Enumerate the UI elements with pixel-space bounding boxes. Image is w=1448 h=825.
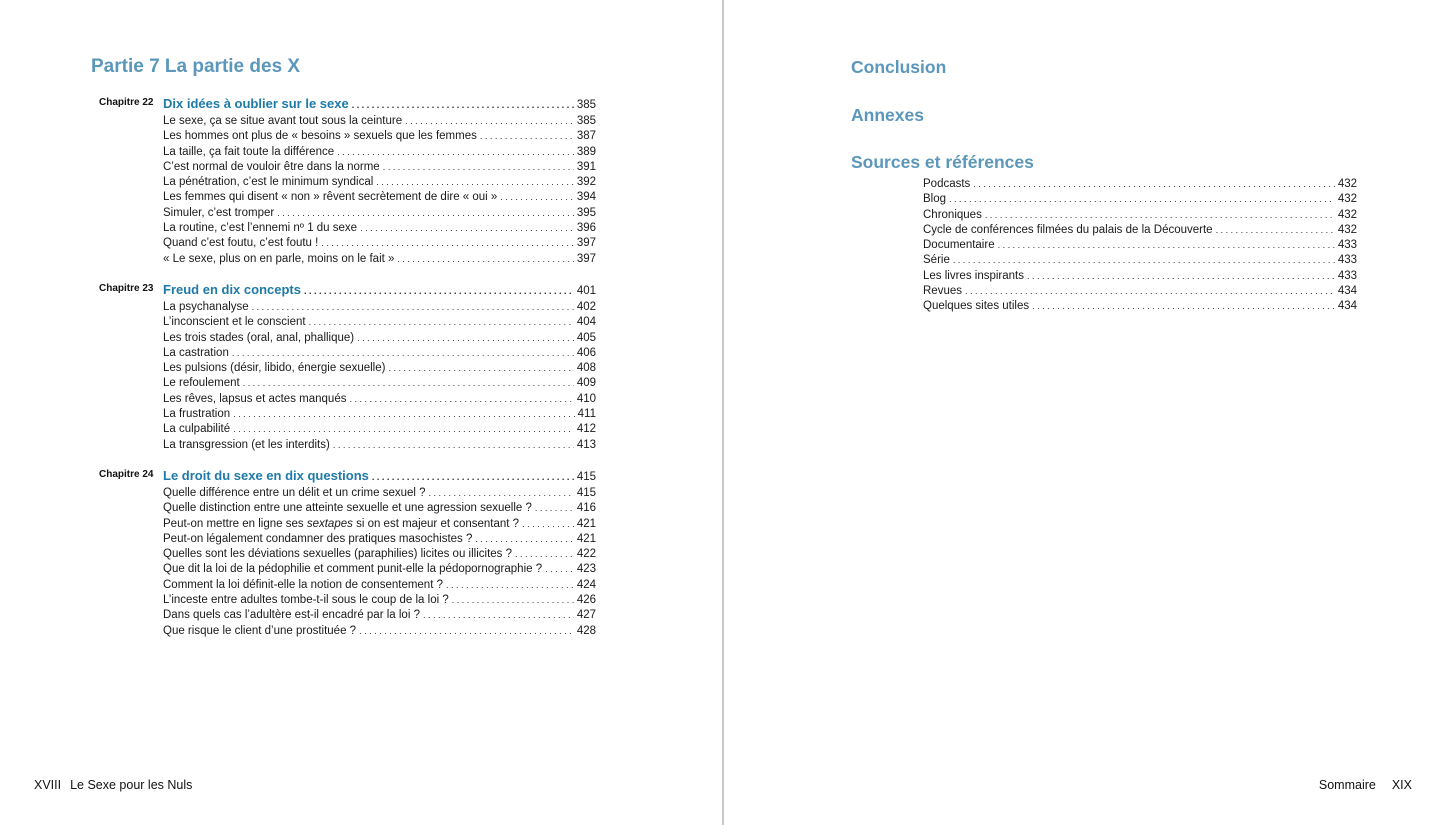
entry-page: 395 <box>576 206 596 219</box>
entry-title: Simuler, c’est tromper <box>163 206 275 219</box>
dot-leader <box>949 192 1335 207</box>
dot-leader <box>522 517 574 532</box>
dot-leader <box>376 175 574 190</box>
dot-leader <box>252 300 574 315</box>
toc-entry[interactable] <box>163 129 596 144</box>
entry-page: 409 <box>576 377 596 390</box>
entry-page: 415 <box>576 487 596 499</box>
sources-list <box>923 177 1357 315</box>
page-number: 415 <box>576 471 596 483</box>
page-number: 385 <box>576 99 596 111</box>
entry-title: Quelles sont les déviations sexuelles (paraphilies) licites ou illicites ? <box>163 548 512 561</box>
dot-leader <box>973 177 1335 192</box>
entry-title: La routine, c’est l’ennemi nº 1 du sexe <box>163 222 358 235</box>
dot-leader <box>545 562 574 577</box>
entry-page: 392 <box>576 176 596 189</box>
dot-leader <box>1216 223 1335 238</box>
dot-leader <box>304 283 574 300</box>
dot-leader <box>277 206 574 221</box>
toc-entry[interactable] <box>163 175 596 190</box>
entry-title: Blog <box>923 193 947 206</box>
dot-leader <box>372 469 574 486</box>
entry-page: 412 <box>576 423 596 436</box>
entry-page: 433 <box>1337 269 1357 282</box>
dot-leader <box>337 145 574 160</box>
left-page-number: XVIII <box>34 778 62 792</box>
dot-leader <box>359 624 574 639</box>
entry-title-part: Peut-on mettre en ligne ses <box>163 517 307 530</box>
toc-entry[interactable] <box>163 422 596 437</box>
entry-page: 411 <box>577 408 596 421</box>
entry-title: Les trois stades (oral, anal, phallique) <box>163 331 355 344</box>
dot-leader <box>383 160 574 175</box>
toc-entry[interactable] <box>163 331 596 346</box>
entry-title: Le sexe, ça se situe avant tout sous la ceinture <box>163 115 403 127</box>
chapter-label: Chapitre 24 <box>99 469 154 480</box>
entry-title: Dans quels cas l’adultère est-il encadré par la loi ? <box>163 609 420 622</box>
entry-page: 389 <box>576 145 596 158</box>
dot-leader <box>985 208 1335 223</box>
chapter-title: Freud en dix concepts <box>163 282 301 297</box>
entry-page: 410 <box>576 392 596 405</box>
dot-leader <box>233 407 575 422</box>
toc-entry[interactable] <box>923 223 1357 238</box>
entry-title: La castration <box>163 346 229 359</box>
entry-title: L’inconscient et le conscient <box>163 316 306 329</box>
chapter-23 <box>99 281 596 453</box>
entry-page: 397 <box>576 237 596 250</box>
toc-entry[interactable] <box>163 160 596 175</box>
toc-entry[interactable] <box>163 392 596 407</box>
chapter-title: Dix idées à oublier sur le sexe <box>163 96 349 111</box>
entry-title: Série <box>923 254 950 267</box>
entry-title: Quelques sites utiles <box>923 300 1030 313</box>
entry-title: Peut-on légalement condamner des pratiques masochistes ? <box>163 532 473 545</box>
entry-page: 391 <box>576 160 596 173</box>
dot-leader <box>352 97 574 114</box>
entry-title: La culpabilité <box>163 423 231 436</box>
toc-entry[interactable] <box>923 284 1357 299</box>
toc-entry[interactable] <box>163 361 596 376</box>
entry-page: 433 <box>1337 254 1357 267</box>
toc-entry[interactable] <box>163 206 596 221</box>
right-page-number: XIX <box>1391 778 1412 792</box>
entry-title: Les pulsions (désir, libido, énergie sexuelle) <box>163 362 386 375</box>
toc-entry[interactable] <box>163 236 596 251</box>
entry-page: 394 <box>576 191 596 204</box>
toc-entry[interactable] <box>163 578 596 593</box>
entry-title: C’est normal de vouloir être dans la norme <box>163 160 380 173</box>
toc-entry[interactable] <box>163 252 596 267</box>
toc-entry[interactable] <box>163 190 596 205</box>
dot-leader <box>515 547 574 562</box>
entry-page: 432 <box>1337 178 1357 190</box>
dot-leader <box>953 253 1335 268</box>
toc-entry[interactable] <box>163 346 596 361</box>
entry-page: 434 <box>1337 300 1357 313</box>
dot-leader <box>309 315 574 330</box>
running-book-title: Le Sexe pour les Nuls <box>70 778 193 792</box>
entry-title: Chroniques <box>923 208 982 221</box>
conclusion-heading[interactable]: Conclusion <box>851 57 947 77</box>
chapter-title-row[interactable] <box>163 467 596 486</box>
entry-title: Cycle de conférences filmées du palais de la Découverte <box>923 223 1213 236</box>
entry-title: Le refoulement <box>163 377 240 390</box>
entry-page: 422 <box>576 548 596 561</box>
entry-page: 432 <box>1337 193 1357 206</box>
dot-leader <box>452 593 574 608</box>
left-footer <box>34 778 192 792</box>
entry-page: 397 <box>576 252 596 265</box>
chapter-22 <box>99 95 596 267</box>
dot-leader <box>233 422 574 437</box>
right-footer <box>1319 778 1412 792</box>
toc-entry[interactable] <box>923 177 1357 192</box>
toc-entry[interactable] <box>923 253 1357 268</box>
dot-leader <box>965 284 1335 299</box>
dot-leader <box>360 221 574 236</box>
toc-entry[interactable] <box>923 208 1357 223</box>
entry-page: 406 <box>576 346 596 359</box>
entry-page: 404 <box>576 316 596 329</box>
page-spine <box>722 0 724 825</box>
dot-leader <box>500 190 573 205</box>
entry-title: Que dit la loi de la pédophilie et comment punit-elle la pédopornographie ? <box>163 563 543 576</box>
entry-page: 423 <box>576 563 596 576</box>
toc-entry[interactable] <box>163 624 596 639</box>
dot-leader <box>480 129 574 144</box>
dot-leader <box>1027 269 1335 284</box>
entry-title-emphasis: sextapes <box>306 517 353 530</box>
toc-entry[interactable] <box>163 593 596 608</box>
annexes-heading[interactable]: Annexes <box>851 105 924 125</box>
dot-leader <box>357 331 574 346</box>
part-title: Partie 7 La partie des X <box>91 56 301 77</box>
entry-page: 413 <box>576 438 596 451</box>
dot-leader <box>232 346 574 361</box>
running-section-title: Sommaire <box>1318 778 1376 792</box>
entry-page: 416 <box>576 502 596 515</box>
entry-page: 402 <box>576 301 596 313</box>
toc-entry[interactable] <box>163 547 596 562</box>
entry-title: Podcasts <box>923 178 971 190</box>
entry-title: La pénétration, c’est le minimum syndical <box>163 176 374 189</box>
dot-leader <box>475 532 573 547</box>
toc-entry[interactable] <box>163 145 596 160</box>
sources-heading[interactable]: Sources et références <box>851 152 1034 172</box>
entry-title: « Le sexe, plus on en parle, moins on le fait » <box>163 252 395 265</box>
dot-leader <box>1032 299 1335 314</box>
entry-title: Documentaire <box>923 239 995 252</box>
chapter-label: Chapitre 23 <box>99 283 154 294</box>
dot-leader <box>998 238 1335 253</box>
entry-page: 434 <box>1337 285 1357 298</box>
entry-title: Revues <box>923 285 962 298</box>
toc-entry[interactable] <box>163 532 596 547</box>
entry-title: Les rêves, lapsus et actes manqués <box>163 392 347 405</box>
toc-entry[interactable] <box>923 238 1357 253</box>
toc-entry[interactable] <box>163 315 596 330</box>
toc-entry[interactable] <box>163 486 596 501</box>
entry-title: La taille, ça fait toute la différence <box>163 145 335 158</box>
toc-entry[interactable] <box>163 562 596 577</box>
entry-title: L’inceste entre adultes tombe-t-il sous le coup de la loi ? <box>163 594 449 607</box>
entry-page: 385 <box>576 115 596 127</box>
dot-leader <box>535 501 574 516</box>
entry-page: 421 <box>576 532 596 545</box>
dot-leader <box>333 438 574 453</box>
entry-page: 421 <box>576 517 596 530</box>
entry-page: 408 <box>576 362 596 375</box>
dot-leader <box>446 578 574 593</box>
dot-leader <box>429 486 574 501</box>
toc-entry[interactable] <box>163 300 596 315</box>
entry-title: Quelle différence entre un délit et un crime sexuel ? <box>163 487 426 499</box>
entry-title: La psychanalyse <box>163 301 249 313</box>
entry-title: Les femmes qui disent « non » rêvent secrètement de dire « oui » <box>163 191 498 204</box>
toc-entry[interactable] <box>163 501 596 516</box>
entry-title-part: si on est majeur et consentant ? <box>352 517 520 530</box>
entry-title: Les livres inspirants <box>923 269 1024 282</box>
toc-entry[interactable] <box>923 299 1357 314</box>
entry-page: 433 <box>1337 239 1357 252</box>
entry-title: Comment la loi définit-elle la notion de consentement ? <box>163 578 443 591</box>
entry-page: 424 <box>576 578 596 591</box>
entry-page: 428 <box>576 624 596 637</box>
entry-page: 432 <box>1337 223 1357 236</box>
chapter-label: Chapitre 22 <box>99 97 154 108</box>
toc-entry[interactable] <box>163 221 596 236</box>
entry-page: 426 <box>576 594 596 607</box>
entry-title: Que risque le client d’une prostituée ? <box>163 624 357 637</box>
dot-leader <box>243 376 574 391</box>
chapter-title-row[interactable] <box>163 95 596 114</box>
entry-title: Quand c’est foutu, c’est foutu ! <box>163 237 319 250</box>
toc-entry[interactable] <box>163 438 596 453</box>
entry-page: 396 <box>576 222 596 235</box>
toc-entry[interactable] <box>163 608 596 623</box>
entry-title: La frustration <box>163 408 231 421</box>
toc-entry[interactable] <box>163 517 596 532</box>
toc-entry[interactable] <box>923 192 1357 207</box>
toc-entry[interactable] <box>923 269 1357 284</box>
dot-leader <box>405 114 574 129</box>
dot-leader <box>321 236 573 251</box>
entry-title: La transgression (et les interdits) <box>163 438 330 451</box>
page-number: 401 <box>576 285 596 297</box>
entry-page: 432 <box>1337 208 1357 221</box>
entry-page: 405 <box>576 331 596 344</box>
toc-entry[interactable] <box>163 114 596 129</box>
entry-page: 387 <box>576 130 596 143</box>
entry-title <box>163 517 519 532</box>
chapter-title: Le droit du sexe en dix questions <box>163 468 369 483</box>
chapter-title-row[interactable] <box>163 281 596 300</box>
chapter-24 <box>99 467 596 639</box>
toc-entry[interactable] <box>163 376 596 391</box>
dot-leader <box>388 361 573 376</box>
dot-leader <box>349 392 573 407</box>
entry-title: Les hommes ont plus de « besoins » sexuels que les femmes <box>163 130 477 143</box>
dot-leader <box>423 608 574 623</box>
dot-leader <box>397 252 573 267</box>
entry-title: Quelle distinction entre une atteinte sexuelle et une agression sexuelle ? <box>163 502 532 515</box>
toc-entry[interactable] <box>163 407 596 422</box>
entry-page: 427 <box>576 609 596 622</box>
